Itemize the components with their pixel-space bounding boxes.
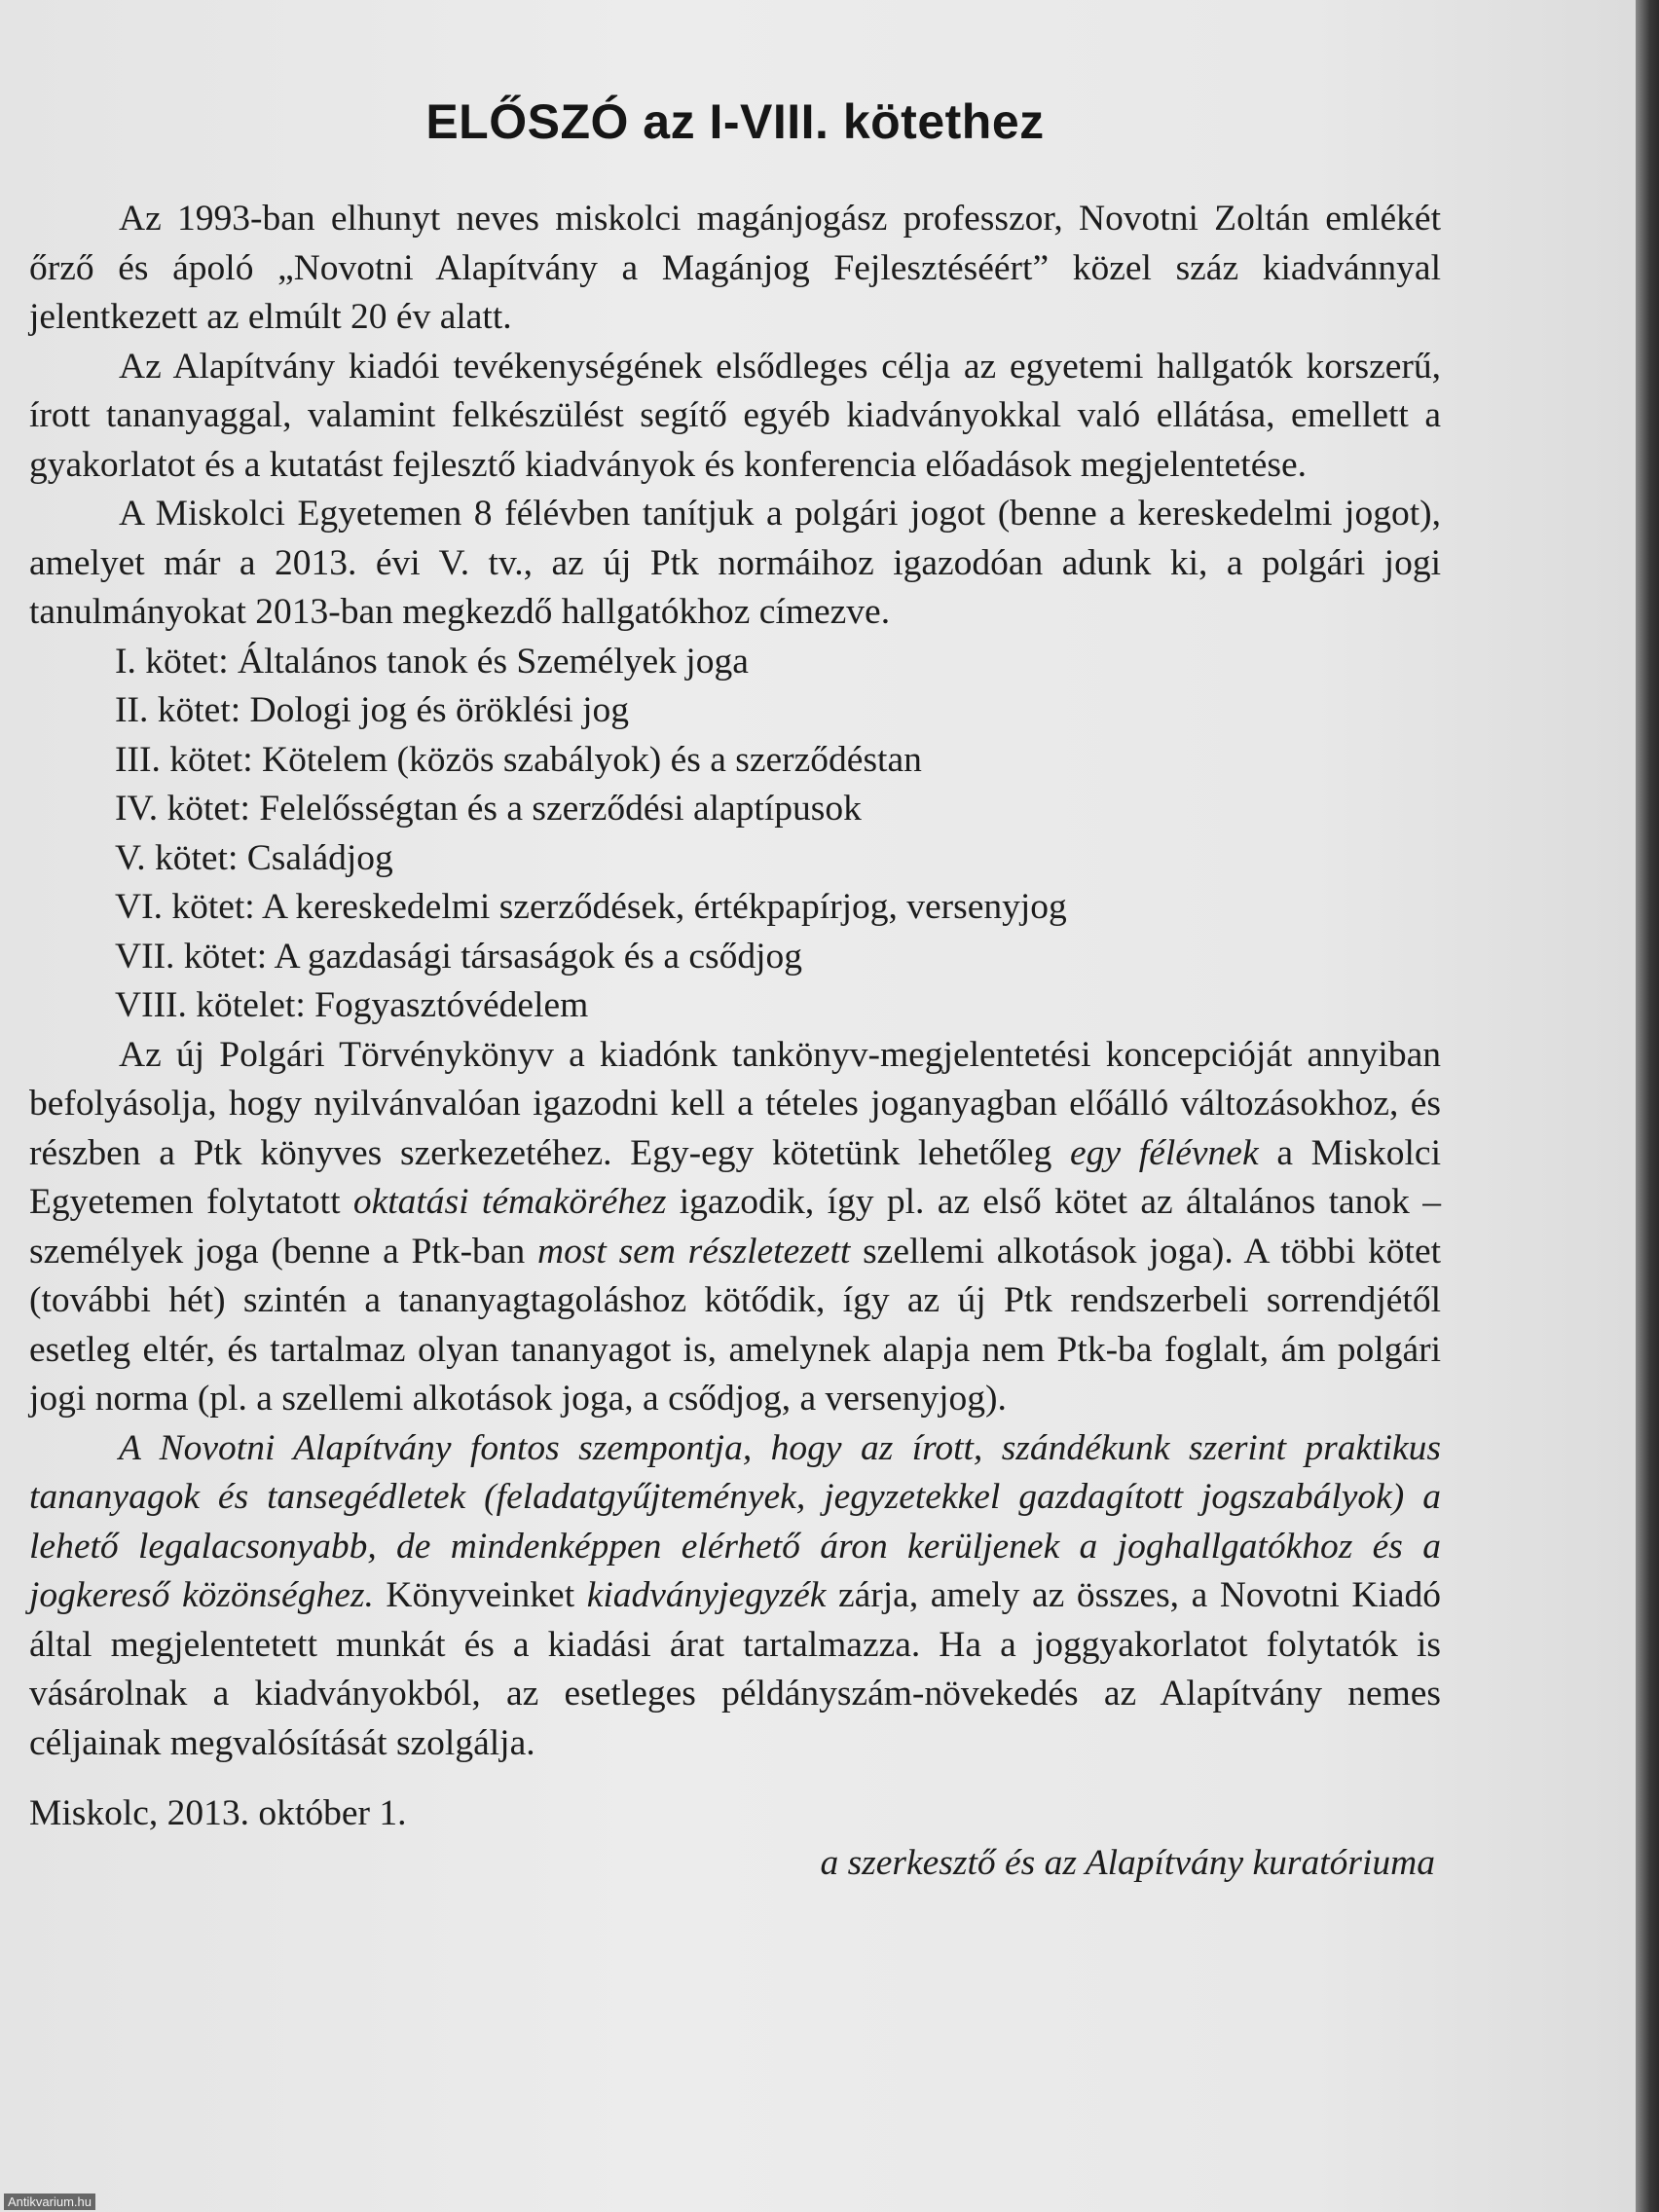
volume-item: VII. kötet: A gazdasági társaságok és a csődjog — [115, 936, 803, 977]
signature: a szerkesztő és az Alapítvány kuratóriuma — [820, 1842, 1435, 1883]
volume-item: VIII. kötelet: Fogyasztóvédelem — [115, 985, 589, 1025]
paragraph-pricing — [29, 1424, 1441, 1769]
text-run: Könyveinket — [373, 1575, 587, 1615]
volume-item: I. kötet: Általános tanok és Személyek joga — [115, 641, 749, 682]
italic-run: A Novotni Alapítvány fontos szempontja, hogy az írott, szándékunk szerint praktikus tananyagok és tansegédletek (feladatgyűjtemények, jegyzetekkel gazdagított jogszabályok) a lehető legalacsonyabb, de mindenképpen elérhető áron kerüljenek a joghallgatókhoz és a jogkereső közönséghez. — [29, 1427, 1441, 1615]
volume-item: III. kötet: Kötelem (közös szabályok) és a szerződéstan — [115, 739, 922, 780]
preface-body — [29, 195, 1441, 1888]
italic-run: kiadványjegyzék — [586, 1575, 827, 1615]
volume-item: V. kötet: Családjog — [115, 837, 393, 878]
watermark: Antikvarium.hu — [4, 2194, 95, 2210]
paragraph-curriculum: A Miskolci Egyetemen 8 félévben tanítjuk a polgári jogot (benne a kereskedelmi jogot), amelyet már a 2013. évi V. tv., az új Ptk normáihoz igazodóan adunk ki, a polgári jogi tanulmányokat 2013-ban megkezdő hallgatókhoz címezve. — [29, 494, 1441, 632]
text-run: igazodik, így pl. az első kötet az általános tanok – személyek joga (benne a Ptk-ban — [29, 1182, 1442, 1272]
volume-item: II. kötet: Dologi jog és öröklési jog — [115, 690, 630, 730]
dateline: Miskolc, 2013. október 1. — [29, 1793, 407, 1833]
italic-run: most sem részletezett — [536, 1231, 851, 1272]
volume-item: VI. kötet: A kereskedelmi szerződések, értékpapírjog, versenyjog — [115, 887, 1067, 927]
text-run: a Miskolci Egyetemen folytatott — [29, 1132, 1441, 1222]
page-title: ELŐSZÓ az I-VIII. kötethez — [425, 94, 1045, 149]
text-run: szellemi alkotások joga). A többi kötet (további hét) szintén a tananyagtagoláshoz kötődik, így az új Ptk rendszerbeli sorrendjétől esetleg eltér, és tartalmaz olyan tananyagot is, amelynek alapja nem Ptk-ba foglalt, ám polgári jogi norma (pl. a szellemi alkotások joga, a csődjog, a versenyjog). — [29, 1231, 1442, 1419]
italic-run: oktatási témaköréhez — [352, 1182, 667, 1222]
volume-list — [29, 638, 1441, 1031]
text-run: zárja, amely az összes, a Novotni Kiadó által megjelentetett munkát és a kiadási árat tartalmazza. Ha a joggyakorlatot folytatók is vásárolnak a kiadványokból, az esetleges példányszám-növekedés az Alapítvány nemes céljainak megvalósítását szolgálja. — [29, 1575, 1441, 1763]
italic-run: egy félévnek — [1070, 1132, 1259, 1173]
text-run: Az új Polgári Törvénykönyv a kiadónk tankönyv-megjelentetési koncepcióját annyiban befolyásolja, hogy nyilvánvalóan igazodni kell a tételes joganyagban előálló változásokhoz, és részben a Ptk könyves szerkezetéhez. Egy-egy kötetünk lehetőleg — [29, 1034, 1441, 1173]
paragraph-new-civil-code — [29, 1031, 1441, 1424]
paragraph-intro: Az 1993-ban elhunyt neves miskolci magánjogász professzor, Novotni Zoltán emlékét őrző és ápoló „Novotni Alapítvány a Magánjog Fejlesztéséért” közel száz kiadvánnyal jelentkezett az elmúlt 20 év alatt. — [29, 199, 1441, 337]
book-spine-shadow — [1636, 0, 1659, 2212]
paragraph-aims: Az Alapítvány kiadói tevékenységének elsődleges célja az egyetemi hallgatók korszerű, írott tananyaggal, valamint felkészülést segítő egyéb kiadványokkal való ellátása, emellett a gyakorlatot és a kutatást fejlesztő kiadványok és konferencia előadások megjelentetése. — [29, 346, 1441, 485]
volume-item: IV. kötet: Felelősségtan és a szerződési alaptípusok — [115, 789, 862, 829]
